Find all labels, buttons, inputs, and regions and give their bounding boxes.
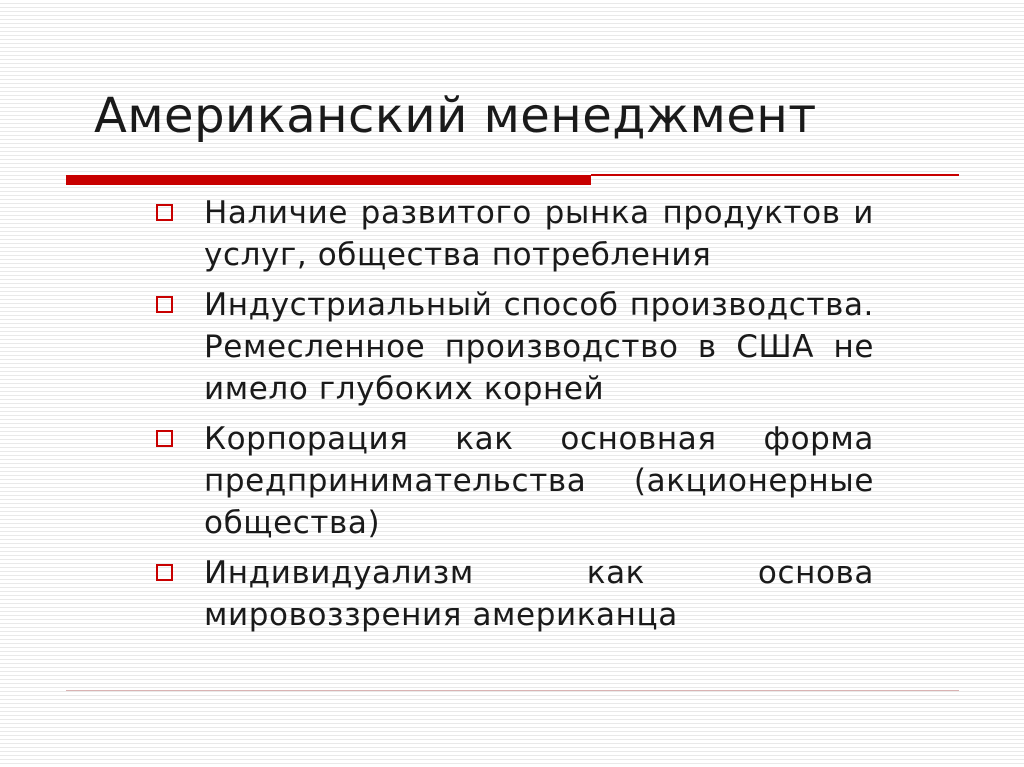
title-underline-thin [591, 174, 959, 176]
square-bullet-icon [156, 296, 173, 313]
bullet-text: Корпорация как основная форма предпринимательства (акционерные общества) [204, 421, 874, 541]
bullet-item [150, 418, 874, 544]
footer-divider [66, 690, 959, 691]
bullet-item [150, 284, 874, 410]
bullet-text: Наличие развитого рынка продуктов и услуг, общества потребления [204, 195, 874, 273]
square-bullet-icon [156, 564, 173, 581]
slide-title: Американский менеджмент [94, 88, 817, 144]
bullet-text: Индивидуализм как основа мировоззрения американца [204, 555, 874, 633]
bullet-item [150, 552, 874, 636]
bullet-item [150, 192, 874, 276]
bullet-text: Индустриальный способ производства. Ремесленное производство в США не имело глубоких корней [204, 287, 874, 407]
square-bullet-icon [156, 430, 173, 447]
square-bullet-icon [156, 204, 173, 221]
bullet-list [150, 192, 874, 644]
title-underline-thick [66, 175, 591, 185]
